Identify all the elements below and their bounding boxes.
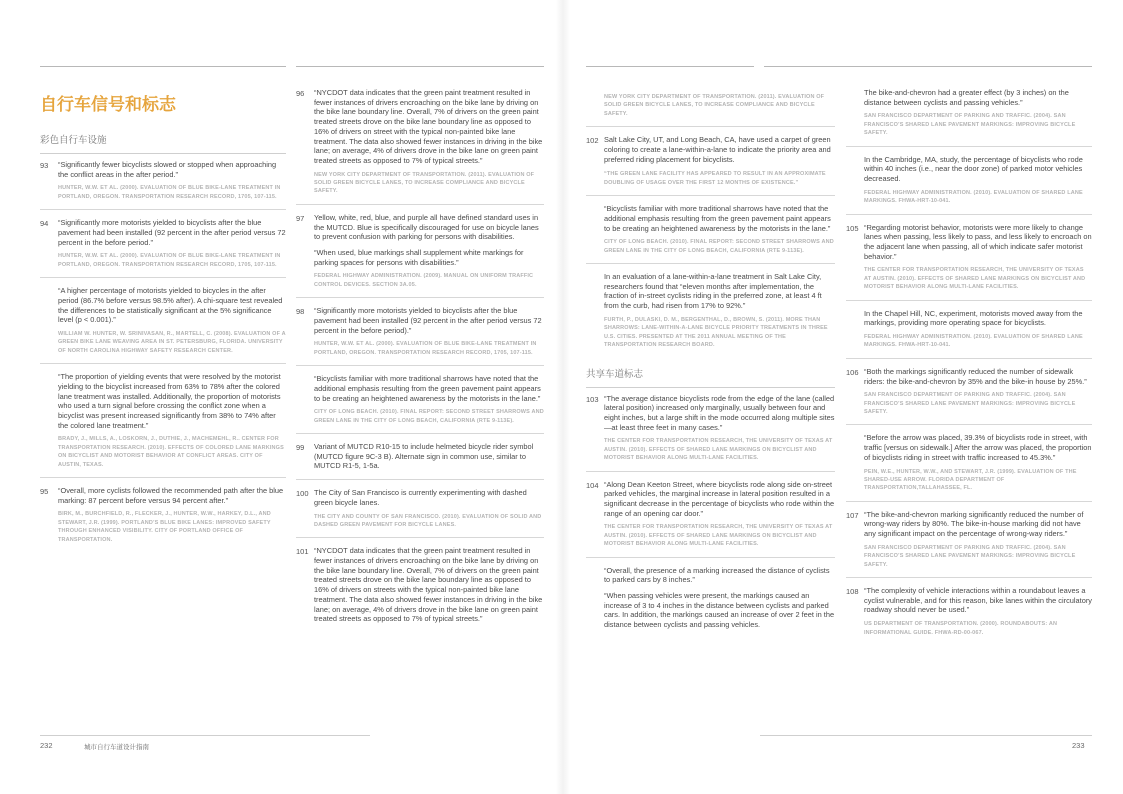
entry-body — [864, 510, 1092, 569]
reference-entry — [846, 433, 1092, 501]
entry-body — [864, 223, 1092, 292]
note-number — [846, 155, 864, 206]
entry-head — [40, 286, 286, 355]
reference-entry — [846, 586, 1092, 645]
entry-body — [314, 488, 544, 529]
entry-quote: “NYCDOT data indicates that the green paint treatment resulted in fewer instances of drivers encroaching on the bike lane by driving on the bike lane boundary line. Overall, 7% of drivers on the green paint treated streets drove on the bike lane boundary line as opposed to 16% of drivers on street with the typical non-painted bike lane treatment. The data also showed fewer instances in driving in the bike lane; on average, 4% of drivers drove in the bike lane on green paint treated streets as opposed to 7% of typical streets.” — [314, 88, 543, 165]
note-number: 106 — [846, 367, 859, 377]
note-number: 107 — [846, 510, 859, 520]
entry-citation: CITY OF LONG BEACH. (2010). FINAL REPORT: SECOND STREET SHARROWS AND GREEN LANE IN THE CITY OF LONG BEACH, CALIFORNIA (RTE 9-113E). — [604, 239, 834, 254]
entry-citation: US DEPARTMENT OF TRANSPORTATION. (2000). ROUNDABOUTS: AN INFORMATIONAL GUIDE. FHWA-RD-00-067. — [864, 621, 1058, 636]
reference-entry — [40, 372, 286, 478]
entry-body — [314, 546, 544, 624]
entry-body — [58, 218, 286, 269]
footer-rule-right — [760, 735, 1092, 736]
page-number-left: 232 — [40, 741, 53, 750]
note-number: 93 — [40, 161, 49, 170]
entry-body — [604, 566, 835, 630]
top-rule-col4 — [764, 66, 1092, 67]
section-title-colored: 彩色自行车设施 — [40, 132, 286, 154]
note-number: 108 — [846, 587, 859, 597]
entry-quote: Yellow, white, red, blue, and purple all have defined standard uses in the MUTCD. Blue is specifically discouraged for use on bicycle lanes to prevent confusion with parking for persons with disabilities. — [314, 212, 539, 242]
entry-quote: In the Cambridge, MA, study, the percentage of bicyclists who rode within 40 inches (i.e., near the door zone) of parked motor vehicles decreased. — [864, 154, 1083, 184]
reference-entry — [846, 309, 1092, 359]
entry-head — [296, 546, 544, 624]
entry-citation: SAN FRANCISCO DEPARTMENT OF PARKING AND TRAFFIC. (2004). SAN FRANCISCO’S SHARED LANE PAVEMENT MARKINGS: IMPROVING BICYCLE SAFETY. — [864, 113, 1076, 137]
note-number: 103 — [586, 394, 599, 404]
reference-entry — [40, 160, 286, 210]
entry-quote-secondary: “THE GREEN LANE FACILITY HAS APPEARED TO RESULT IN AN APPROXIMATE DOUBLING OF USAGE OVER THE FIRST 12 MONTHS OF EXISTENCE.” — [604, 171, 826, 186]
entry-quote: “The complexity of vehicle interactions within a roundabout leaves a cyclist vulnerable, and for this reason, bike lanes within the circulatory roadway should never be used.” — [864, 586, 1092, 615]
entry-head — [846, 510, 1092, 569]
entry-head — [846, 223, 1092, 292]
entry-citation: FEDERAL HIGHWAY ADMINISTRATION. (2010). EVALUATION OF SHARED LANE MARKINGS. FHWA-HRT-10-041. — [864, 333, 1083, 349]
reference-entry — [296, 213, 544, 298]
entry-head — [846, 309, 1092, 350]
note-number — [40, 286, 58, 355]
entry-body — [864, 433, 1092, 492]
entry-quote: “Significantly more motorists yielded to bicyclists after the blue pavement had been installed (92 percent in the after period versus 72 percent in the before period.” — [58, 218, 286, 247]
entry-body — [58, 372, 286, 469]
reference-entry — [586, 394, 835, 472]
entry-quote: The bike-and-chevron had a greater effect (by 3 inches) on the distance between cyclists and passing vehicles.” — [864, 88, 1069, 107]
note-number: 95 — [40, 487, 49, 497]
entry-citation: WILLIAM W. HUNTER, W. SRINIVASAN, R., MARTELL, C. (2008). EVALUATION OF A GREEN BIKE LANE WEAVING AREA IN ST. PETERSBURG, FLORIDA. UNIVERSITY OF NORTH CAROLINA HIGHWAY SAFETY RESEARCH CENTER. — [58, 330, 286, 354]
entry-list — [296, 88, 544, 632]
entry-head — [296, 306, 544, 357]
note-number: 105 — [846, 223, 859, 233]
entry-citation: FEDERAL HIGHWAY ADMINISTRATION. (2010). EVALUATION OF SHARED LANE MARKINGS. FHWA-HRT-10-041. — [864, 189, 1083, 205]
reference-entry — [846, 155, 1092, 215]
entry-body — [58, 160, 286, 201]
column-3 — [586, 88, 835, 646]
entry-body — [864, 367, 1092, 417]
entry-quote: “Overall, more cyclists followed the recommended path after the blue marking: 87 percent before versus 94 percent after.” — [58, 486, 284, 505]
entry-list — [586, 394, 835, 638]
entry-head — [40, 160, 286, 201]
note-number: 94 — [40, 219, 49, 229]
entry-body — [58, 286, 286, 355]
note-number — [296, 374, 314, 425]
entry-list — [846, 88, 1092, 645]
entry-body — [864, 586, 1092, 637]
entry-head — [586, 272, 835, 349]
reference-entry — [296, 442, 544, 480]
entry-quote: Variant of MUTCD R10-15 to include helmeted bicycle rider symbol (MUTCD figure 9C-3 B). Alternate sign in common use, similar to MUTCD R1-5, 1-5a. — [314, 442, 534, 471]
entry-quote: “Bicyclists familiar with more traditional sharrows have noted that the additional emphasis resulting from the green pavement paint appears to be creating an heightened awareness by the motorists in the lane.” — [604, 204, 831, 233]
entry-head — [296, 488, 544, 529]
entry-head — [586, 394, 835, 463]
entry-body — [604, 88, 835, 118]
entry-quote: “Bicyclists familiar with more traditional sharrows have noted that the additional emphasis resulting from the green pavement paint appears to be creating an heightened awareness by the motorists in the lane.” — [314, 374, 541, 403]
entry-body — [58, 486, 286, 544]
entry-head — [586, 88, 835, 118]
footer-rule-left — [40, 735, 370, 736]
reference-entry — [846, 367, 1092, 426]
entry-citation: BIRK, M., BURCHFIELD, R., FLECKER, J., HUNTER, W.W., HARKEY, D.L., AND STEWART, J.R. (1999). PORTLAND’S BLUE BIKE LANES: IMPROVED SAFETY THROUGH ENHANCED VISIBILITY. CITY OF PORTLAND OFFICE OF TRANSPORTATION. — [58, 511, 271, 543]
entry-head — [846, 586, 1092, 637]
chapter-title: 自行车信号和标志 — [40, 95, 176, 115]
note-number — [586, 566, 604, 630]
entry-citation: CITY OF LONG BEACH. (2010). FINAL REPORT: SECOND STREET SHARROWS AND GREEN LANE IN THE CITY OF LONG BEACH, CALIFORNIA (RTE 9-113E). — [314, 409, 544, 424]
note-number: 98 — [296, 307, 305, 317]
entry-body — [314, 213, 544, 289]
entry-list — [40, 160, 286, 552]
reference-entry — [586, 566, 835, 638]
entry-citation: SAN FRANCISCO DEPARTMENT OF PARKING AND TRAFFIC. (2004). SAN FRANCISCO’S SHARED LANE PAVEMENT MARKINGS: IMPROVING BICYCLE SAFETY. — [864, 392, 1076, 416]
entry-body — [314, 374, 544, 425]
entry-citation: HUNTER, W.W. ET AL. (2000). EVALUATION OF BLUE BIKE-LANE TREATMENT IN PORTLAND, OREGON. TRANSPORTATION RESEARCH RECORD, 1705, 107-115. — [314, 341, 537, 356]
entry-head — [296, 88, 544, 196]
entry-quote: “A higher percentage of motorists yielded to bicycles in the after period (86.7% before versus 98.5% after). A chi-square test revealed the differences to be statistically significant at the 5% significance level (p < 0.001).” — [58, 286, 283, 325]
reference-entry — [846, 223, 1092, 301]
column-2 — [296, 88, 544, 640]
entry-quote: Salt Lake City, UT, and Long Beach, CA, have used a carpet of green coloring to create a lane-within-a-lane to indicate the priority area and preferred riding placement for bicyclists. — [604, 135, 831, 164]
entry-quote-secondary: “When used, blue markings shall supplement white markings for parking spaces for persons with disabilities.” — [314, 247, 524, 267]
reference-entry — [586, 204, 835, 264]
entry-quote: In an evaluation of a lane-within-a-lane treatment in Salt Lake City, researchers found that “eleven months after implementation, the fraction of in-street cyclists riding in the preferred zone, at least 4 ft from the curb, had risen from 17% to 92%.” — [604, 272, 822, 311]
top-rule-col1 — [40, 66, 286, 67]
entry-body — [864, 309, 1092, 350]
column-1 — [40, 88, 286, 560]
reference-entry — [846, 88, 1092, 147]
entry-head — [296, 374, 544, 425]
entry-body — [604, 394, 835, 463]
entry-head — [40, 486, 286, 544]
entry-citation: HUNTER, W.W. ET AL. (2000). EVALUATION OF BLUE BIKE-LANE TREATMENT IN PORTLAND, OREGON. TRANSPORTATION RESEARCH RECORD, 1705, 107-115. — [58, 185, 281, 200]
entry-quote: “Overall, the presence of a marking increased the distance of cyclists to parked cars by 8 inches.” — [604, 565, 830, 585]
reference-entry — [846, 510, 1092, 578]
top-rule-col3 — [586, 66, 754, 67]
note-number: 99 — [296, 443, 305, 453]
note-number — [846, 88, 864, 138]
entry-quote-secondary: “When passing vehicles were present, the markings caused an increase of 3 to 4 inches in the distance between cyclists and parked cars. In addition, the markings caused an increase of over 2 feet in the distance between cyclists and passing vehicles. — [604, 590, 835, 630]
entry-body — [314, 306, 544, 357]
note-number — [586, 204, 604, 255]
entry-citation: FEDERAL HIGHWAY ADMINISTRATION. (2009). MANUAL ON UNIFORM TRAFFIC CONTROL DEVICES. SECTION 3A.05. — [314, 273, 534, 288]
reference-entry — [296, 546, 544, 632]
entry-quote: “NYCDOT data indicates that the green paint treatment resulted in fewer instances of drivers encroaching on the bike lane by driving on the bike lane boundary line. Overall, 7% of drivers on the green paint treated streets drove on the bike lane boundary line as opposed to 16% of drivers on streets with the typical non-painted bike lane treatment. The data also showed fewer instances in driving in the bike lane; on average, 4% of drivers drove in the bike lane on green paint treated streets as opposed to 7% of typical streets.” — [314, 546, 543, 624]
entry-list — [586, 88, 835, 358]
reference-entry — [586, 88, 835, 127]
reference-entry — [586, 272, 835, 357]
section-title-shared: 共享车道标志 — [586, 366, 835, 388]
note-number: 96 — [296, 89, 305, 98]
reference-entry — [586, 135, 835, 196]
entry-head — [586, 135, 835, 187]
entry-citation: THE CENTER FOR TRANSPORTATION RESEARCH, THE UNIVERSITY OF TEXAS AT AUSTIN. (2010). EFFECTS OF SHARED LANE MARKINGS ON BICYCLIST AND MOTORIST BEHAVIOR ALONG MULTI-LANE FACILITIES. — [864, 267, 1086, 291]
reference-entry — [296, 488, 544, 538]
entry-head — [846, 367, 1092, 417]
entry-head — [296, 213, 544, 289]
reference-entry — [40, 218, 286, 278]
entry-quote: “Significantly more motorists yielded to bicyclists after the blue pavement had been installed (92 percent in the after period versus 72 percent in the before period).” — [314, 306, 542, 335]
entry-citation: HUNTER, W.W. ET AL. (2000). EVALUATION OF BLUE BIKE-LANE TREATMENT IN PORTLAND, OREGON. TRANSPORTATION RESEARCH RECORD, 1705, 107-115. — [58, 253, 281, 268]
entry-body — [314, 442, 544, 471]
entry-body — [604, 272, 835, 349]
entry-head — [40, 372, 286, 469]
reference-entry — [296, 374, 544, 434]
entry-citation: THE CENTER FOR TRANSPORTATION RESEARCH, THE UNIVERSITY OF TEXAS AT AUSTIN. (2010). EFFECTS OF SHARED LANE MARKINGS ON BICYCLIST AND MOTORIST BEHAVIOR ALONG MULTI-LANE FACILITIES. — [604, 438, 833, 462]
entry-quote: In the Chapel Hill, NC, experiment, motorists moved away from the markings, providing more operating space for bicyclists. — [864, 308, 1083, 328]
note-number — [586, 272, 604, 349]
entry-citation: SAN FRANCISCO DEPARTMENT OF PARKING AND TRAFFIC. (2004). SAN FRANCISCO’S SHARED LANE PAVEMENT MARKINGS: IMPROVING BICYCLE SAFETY. — [864, 544, 1076, 568]
reference-entry — [40, 286, 286, 364]
entry-head — [846, 88, 1092, 138]
entry-body — [864, 155, 1092, 206]
reference-entry — [40, 486, 286, 552]
entry-citation: NEW YORK CITY DEPARTMENT OF TRANSPORTATION. (2011). EVALUATION OF SOLID GREEN BICYCLE LANES, TO INCREASE COMPLIANCE AND BICYCLE SAFETY. — [604, 94, 825, 117]
entry-quote: “The average distance bicyclists rode from the edge of the lane (called lateral position) increased only marginally, usually between four and eight inches, but a large shift in the mode occurred along multiple sites—at least three feet in many cases.” — [604, 393, 835, 432]
entry-head — [586, 480, 835, 549]
reference-entry — [296, 306, 544, 366]
entry-body — [604, 204, 835, 255]
entry-quote: The City of San Francisco is currently experimenting with dashed green bicycle lanes. — [314, 488, 527, 507]
page-number-right: 233 — [1072, 741, 1085, 750]
entry-body — [604, 135, 835, 187]
note-number: 100 — [296, 489, 309, 499]
entry-quote: “Along Dean Keeton Street, where bicyclists rode along side on-street parked vehicles, the marginal increase in lateral position resulted in a significant decrease in the percentage of bicyclists who rode within the range of an opening car door.” — [604, 479, 835, 518]
entry-citation: THE CENTER FOR TRANSPORTATION RESEARCH, THE UNIVERSITY OF TEXAS AT AUSTIN. (2010). EFFECTS OF SHARED LANE MARKINGS ON BICYCLIST AND MOTORIST BEHAVIOR ALONG MULTI-LANE FACILITIES. — [604, 524, 833, 548]
entry-quote: “The proportion of yielding events that were resolved by the motorist yielding to the bicyclist increased from 63% to 78% after the colored lane treatment was installed. Additionally, the proportion of motorists who used a turn signal before crossing the conflict zone when a bicyclist was present increased significantly from 38% to 74% after the colored lane treatment.” — [58, 372, 281, 430]
entry-body — [314, 88, 544, 196]
note-number: 104 — [586, 480, 599, 490]
note-number: 97 — [296, 213, 305, 223]
book-gutter — [556, 0, 570, 794]
note-number — [846, 309, 864, 350]
top-rule-col2 — [296, 66, 544, 67]
entry-citation: NEW YORK CITY DEPARTMENT OF TRANSPORTATION. (2011). EVALUATION OF SOLID GREEN BICYCLE LANES, TO INCREASE COMPLIANCE AND BICYCLE SAFETY. — [314, 171, 535, 195]
entry-body — [604, 480, 835, 549]
column-4 — [846, 88, 1092, 653]
entry-citation: PEIN, W.E., HUNTER, W.W., AND STEWART, J.R. (1999). EVALUATION OF THE SHARED-USE ARROW. FLORIDA DEPARTMENT OF TRANSPORTATION,TALLAHASSEE, FL. — [864, 468, 1077, 492]
note-number — [846, 433, 864, 492]
entry-quote: “Significantly fewer bicyclists slowed or stopped when approaching the conflict areas in the after period.” — [58, 160, 277, 179]
entry-head — [586, 566, 835, 630]
note-number: 102 — [586, 136, 599, 146]
entry-quote: “Both the markings significantly reduced the number of sidewalk riders: the bike-and-chevron by 35% and the bike-in house by 25%.” — [864, 366, 1087, 386]
entry-citation: BRADY, J., MILLS, A., LOSKORN, J., DUTHIE, J., MACHEMEHL, R.. CENTER FOR TRANSPORTATION RESEARCH. (2010). EFFECTS OF COLORED LANE MARKINGS ON BICYCLIST AND MOTORIST BEHAVIOR AT CONFLICT AREAS. CITY OF AUSTIN, TEXAS. — [58, 436, 284, 468]
entry-citation: THE CITY AND COUNTY OF SAN FRANCISCO. (2010). EVALUATION OF SOLID AND DASHED GREEN PAVEMENT FOR BICYCLE LANES. — [314, 513, 542, 528]
entry-head — [846, 155, 1092, 206]
entry-citation: FURTH, P., DULASKI, D. M., BERGENTHAL, D., BROWN, S. (2011). MORE THAN SHARROWS: LANE-WITHIN-A-LANE BICYCLE PRIORITY TREATMENTS IN THREE U.S. CITIES. PRESENTED AT THE 2011 ANNUAL MEETING OF THE TRANSPORTATION RESEARCH BOARD. — [604, 316, 828, 349]
entry-head — [586, 204, 835, 255]
reference-entry — [586, 480, 835, 558]
note-number — [586, 88, 604, 118]
reference-entry — [296, 88, 544, 205]
entry-head — [296, 442, 544, 471]
note-number: 101 — [296, 547, 309, 557]
running-title: 城市自行车道设计指南 — [84, 743, 149, 751]
entry-quote: “Before the arrow was placed, 39.3% of bicyclists rode in street, with traffic [versus on sidewalk.] After the arrow was placed, the proportion of bicyclists riding in street with traffic increased to 45.3%.” — [864, 433, 1092, 462]
entry-body — [864, 88, 1092, 138]
entry-quote: “The bike-and-chevron marking significantly reduced the number of wrong-way riders by 80%. The bike-in-house marking did not have any significant impact on the percentage of wrong-way riders.” — [864, 509, 1084, 539]
entry-head — [846, 433, 1092, 492]
entry-quote: “Regarding motorist behavior, motorists were more likely to change lanes when passing, less likely to pass, and less likely to encroach on the adjacent lane when passing, all of which indicate safer motorist behavior.” — [864, 222, 1092, 261]
entry-head — [40, 218, 286, 269]
note-number — [40, 372, 58, 469]
